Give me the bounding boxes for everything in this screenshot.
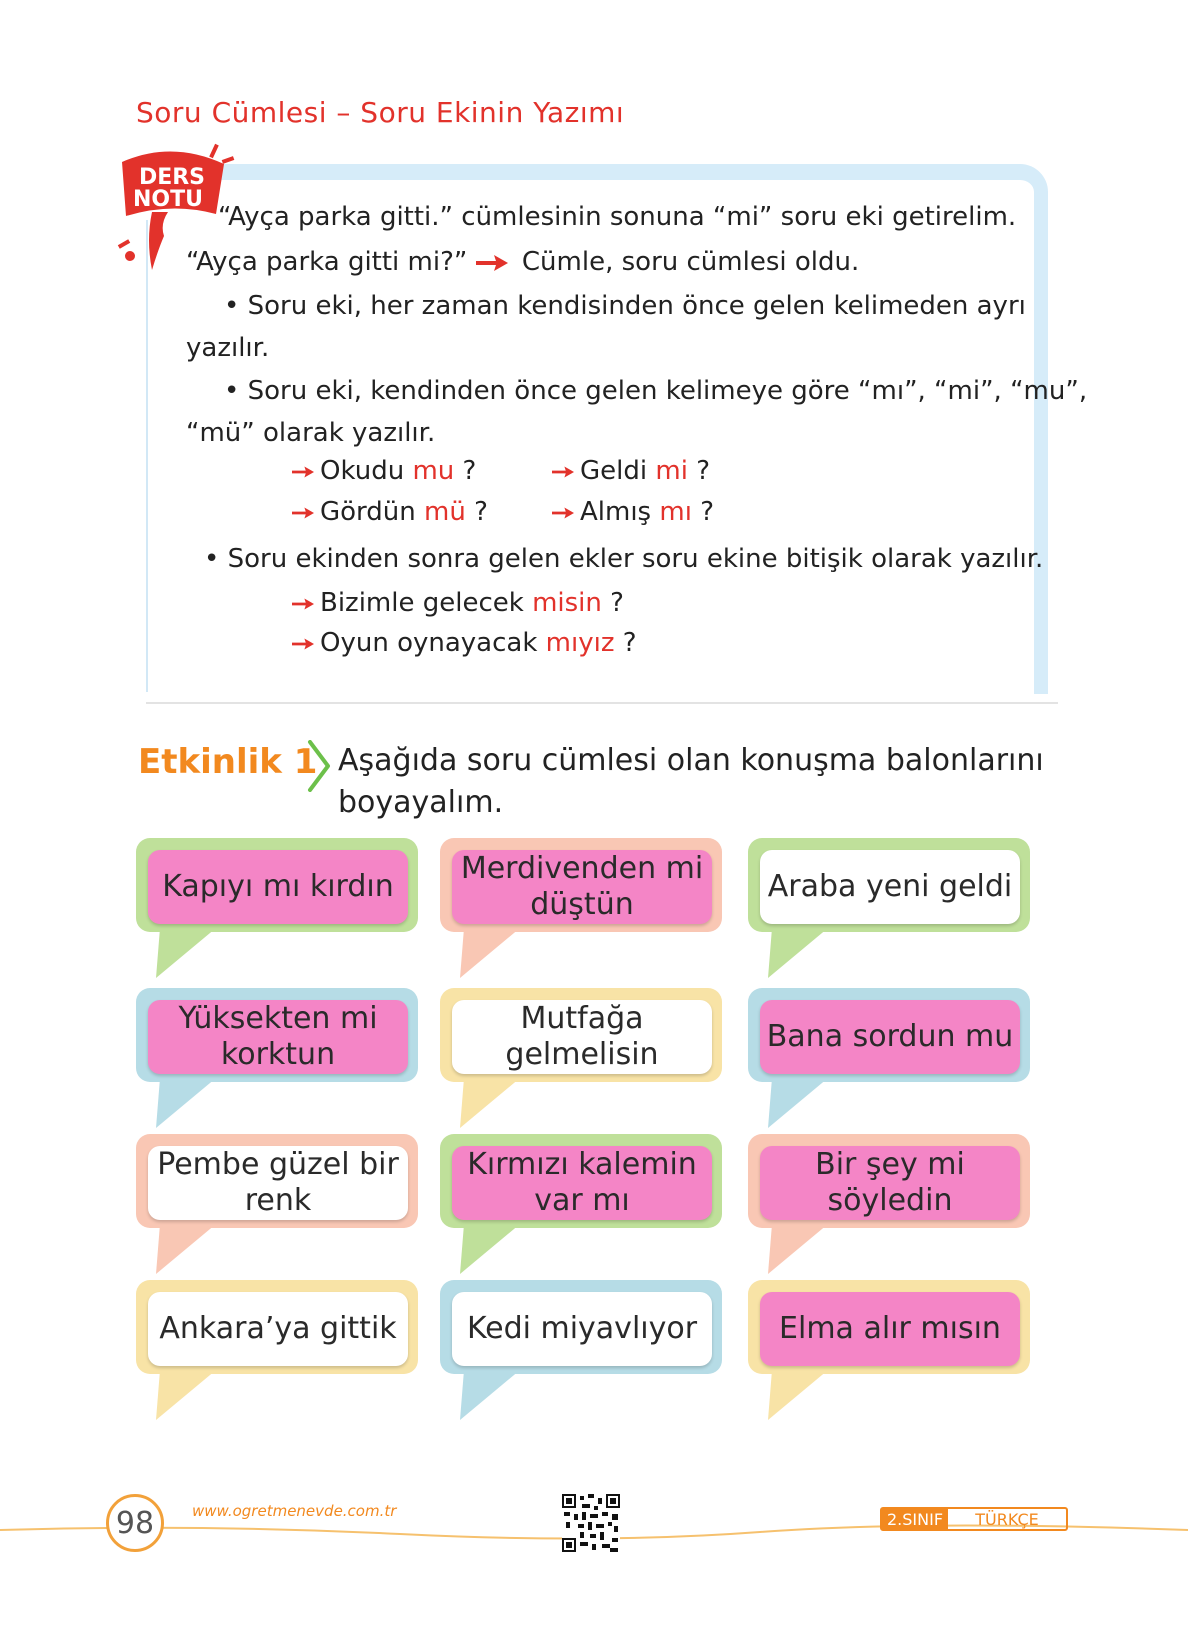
speech-bubble-tail-icon [460, 1078, 540, 1128]
red-arrow-icon [552, 466, 574, 478]
example-question-mark: ? [700, 497, 715, 527]
example-word: Almış [580, 497, 652, 527]
activity-instruction-line2: boyayalım. [338, 785, 504, 820]
speech-bubble-text: Yüksekten mi korktun [148, 1000, 408, 1074]
activity-title: Etkinlik 1 [138, 742, 318, 782]
note-bullet1-line2: yazılır. [186, 333, 270, 363]
example-suffix: mı [659, 497, 692, 527]
speech-bubble-tail-icon [460, 1370, 540, 1420]
speech-bubble-text: Kapıyı mı kırdın [148, 850, 408, 924]
example-suffix: mi [655, 456, 688, 486]
example-suffix: mü [424, 497, 466, 527]
grade-label: 2.SINIF [882, 1509, 948, 1529]
speech-bubble-tail-icon [156, 1370, 236, 1420]
example-question-mark: ? [622, 628, 637, 658]
speech-bubble-text: Mutfağa gelmelisin [452, 1000, 712, 1074]
note-line-1: “Ayça parka gitti.” cümlesinin sonuna “mi” soru eki getirelim. [218, 202, 1017, 232]
subject-label: TÜRKÇE [975, 1509, 1039, 1529]
note-example-quote: “Ayça parka gitti mi?” [186, 247, 468, 277]
speech-bubble[interactable] [440, 1134, 730, 1274]
example-question-mark: ? [474, 497, 488, 527]
speech-bubble-tail-icon [768, 1078, 848, 1128]
speech-bubble-tail-icon [460, 1224, 540, 1274]
note-bullet2-line2: “mü” olarak yazılır. [186, 418, 436, 448]
example-item [292, 497, 488, 527]
badge-line2: NOTU [133, 187, 203, 212]
speech-bubble[interactable] [136, 838, 426, 978]
example-item [292, 456, 476, 486]
note-bullet3: • Soru ekinden sonra gelen ekler soru ekine bitişik olarak yazılır. [204, 544, 1044, 574]
speech-bubble-text: Kedi miyavlıyor [452, 1292, 712, 1366]
speech-bubble[interactable] [748, 1280, 1038, 1420]
speech-bubble-text: Elma alır mısın [760, 1292, 1020, 1366]
note-bullet1-line1: • Soru eki, her zaman kendisinden önce gelen kelimeden ayrı [224, 291, 1026, 321]
chevron-right-icon [306, 740, 332, 792]
example-word: Bizimle gelecek [320, 588, 524, 618]
speech-bubble[interactable] [440, 838, 730, 978]
red-arrow-icon [292, 466, 314, 478]
website-link[interactable]: www.ogretmenevde.com.tr [192, 1502, 397, 1520]
example-suffix: mıyız [545, 628, 615, 658]
note-box-left-border [146, 220, 148, 692]
speech-bubble-tail-icon [768, 1224, 848, 1274]
speech-bubble-tail-icon [156, 1224, 236, 1274]
speech-bubble-text: Merdivenden mi düştün [452, 850, 712, 924]
example-item [292, 628, 637, 658]
grade-subject-badge [880, 1507, 1068, 1531]
speech-bubble-text: Bana sordun mu [760, 1000, 1020, 1074]
speech-bubble[interactable] [748, 1134, 1038, 1274]
speech-bubble-text: Araba yeni geldi [760, 850, 1020, 924]
example-item [552, 456, 710, 486]
speech-bubble-text: Pembe güzel bir renk [148, 1146, 408, 1220]
speech-bubble-text: Ankara’ya gittik [148, 1292, 408, 1366]
red-arrow-icon [292, 507, 314, 519]
speech-bubble-tail-icon [156, 928, 236, 978]
note-box-bottom-border [146, 702, 1058, 704]
speech-bubble[interactable] [136, 1134, 426, 1274]
example-item [552, 497, 714, 527]
page-title: Soru Cümlesi – Soru Ekinin Yazımı [136, 96, 625, 129]
note-example-result: Cümle, soru cümlesi oldu. [521, 247, 860, 277]
speech-bubble[interactable] [440, 988, 730, 1128]
red-arrow-icon [292, 598, 314, 610]
example-word: Oyun oynayacak [320, 628, 538, 658]
speech-bubble[interactable] [748, 988, 1038, 1128]
example-suffix: misin [532, 588, 602, 618]
speech-bubble-tail-icon [460, 928, 540, 978]
activity-instruction-line1: Aşağıda soru cümlesi olan konuşma balonlarını [338, 743, 1044, 778]
example-question-mark: ? [610, 588, 624, 618]
speech-bubble[interactable] [440, 1280, 730, 1420]
example-question-mark: ? [462, 456, 477, 486]
speech-bubble-text: Kırmızı kalemin var mı [452, 1146, 712, 1220]
example-suffix: mu [412, 456, 455, 486]
example-question-mark: ? [696, 456, 711, 486]
badge-line1: DERS [138, 165, 206, 190]
qr-code-icon[interactable] [562, 1494, 620, 1552]
example-word: Geldi [580, 456, 648, 486]
red-arrow-icon [292, 638, 314, 650]
speech-bubble-text: Bir şey mi söyledin [760, 1146, 1020, 1220]
speech-bubble[interactable] [748, 838, 1038, 978]
example-word: Okudu [320, 456, 405, 486]
speech-bubble[interactable] [136, 1280, 426, 1420]
page-number: 98 [106, 1494, 164, 1552]
red-arrow-icon [552, 507, 574, 519]
speech-bubble-tail-icon [156, 1078, 236, 1128]
speech-bubble-tail-icon [768, 928, 848, 978]
note-line-2 [186, 247, 859, 277]
example-item [292, 588, 624, 618]
note-bullet2-line1: • Soru eki, kendinden önce gelen kelimeye göre “mı”, “mi”, “mu”, [224, 376, 1088, 406]
speech-bubble[interactable] [136, 988, 426, 1128]
example-word: Gördün [320, 497, 416, 527]
speech-bubble-tail-icon [768, 1370, 848, 1420]
red-arrow-icon [476, 255, 508, 271]
